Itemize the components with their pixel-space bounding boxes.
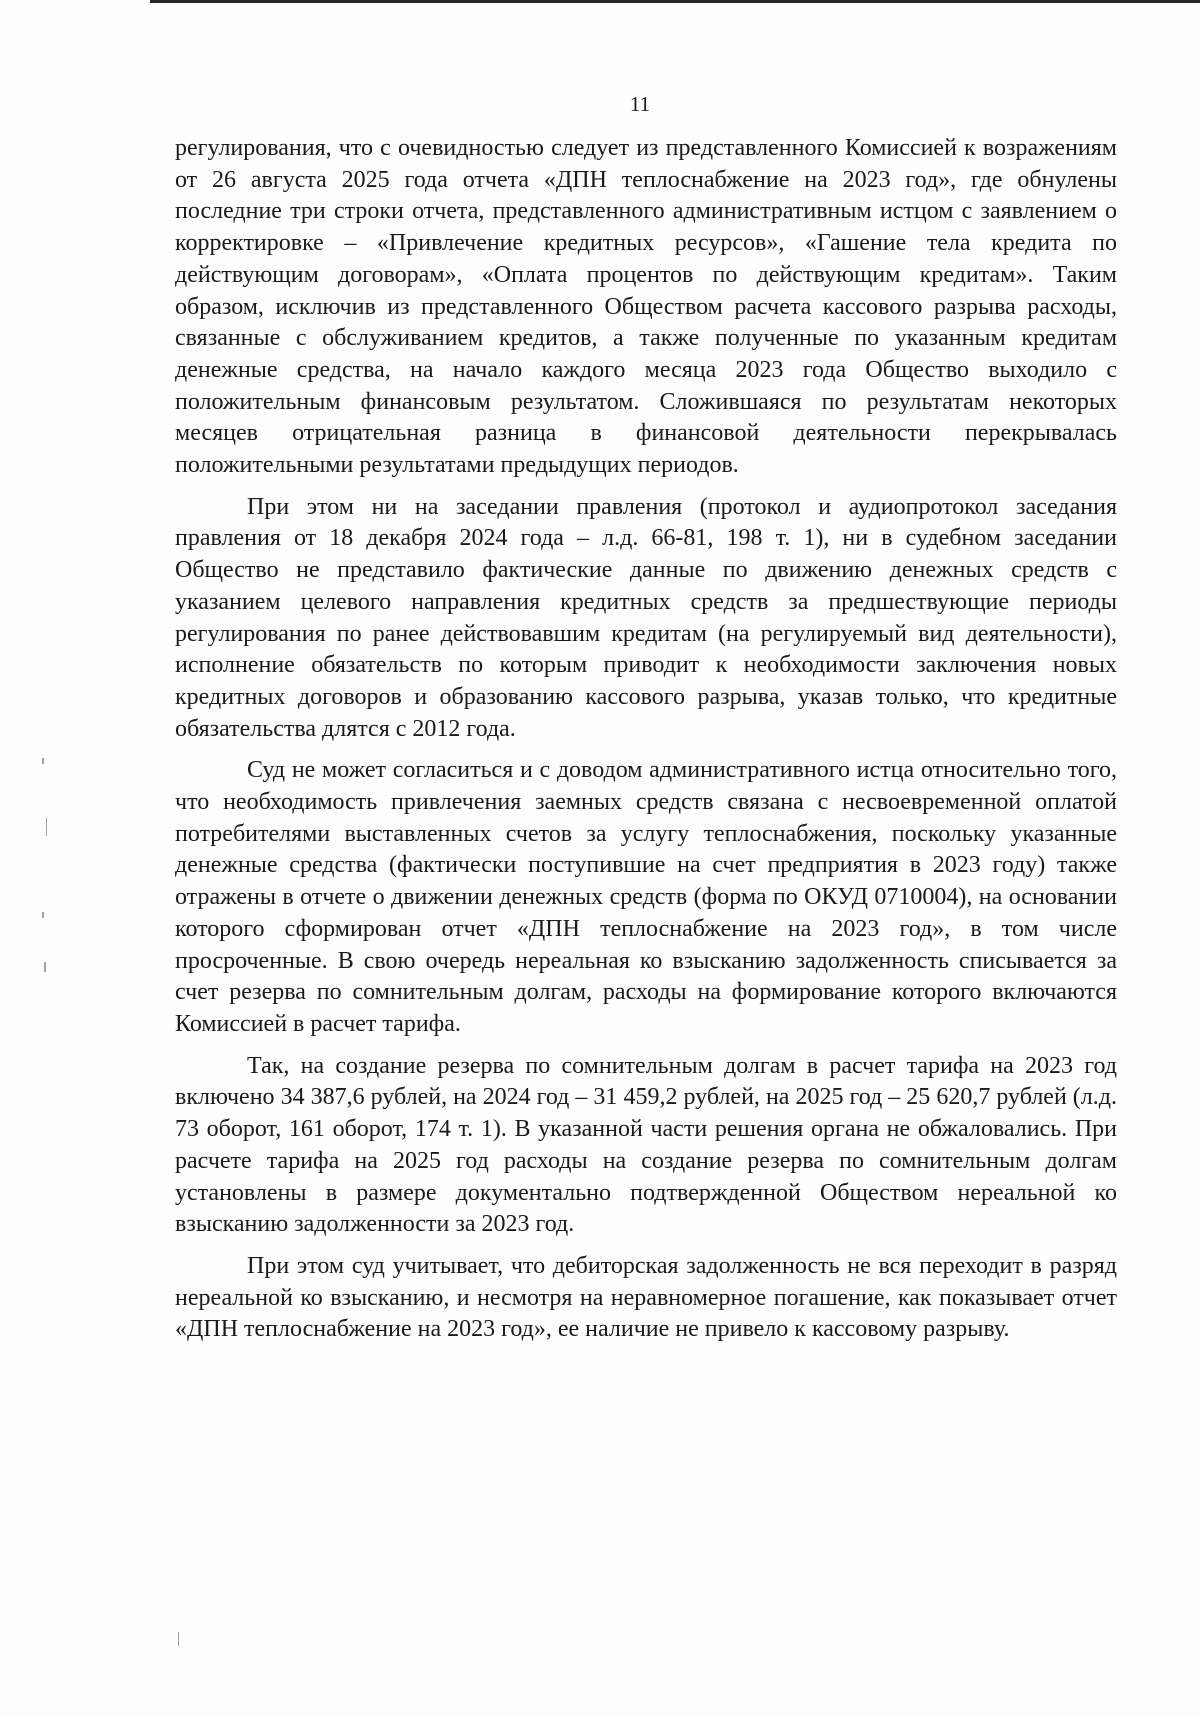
scan-speck — [178, 1632, 179, 1646]
scan-speck — [46, 818, 47, 836]
page-number: 11 — [629, 92, 651, 116]
paragraph-3: Суд не может согласиться и с доводом административного истца относительно того, что необходимость привлечения заемных средств связана с несвоевременной оплатой потребителями выставленных счетов за услугу теплоснабжения, поскольку указанные денежные средства (фактически поступившие на счет предприятия в 2023 году) также отражены в отчете о движении денежных средств (форма по ОКУД 0710004), на основании которого сформирован отчет «ДПН теплоснабжение на 2023 год», в том числе просроченные. В свою очередь нереальная ко взысканию задолженность списывается за счет резерва по сомнительным долгам, расходы на формирование которого включаются Комиссией в расчет тарифа. — [175, 757, 1117, 1037]
paragraph-5: При этом суд учитывает, что дебиторская задолженность не вся переходит в разряд нереальной ко взысканию, и несмотря на неравномерное погашение, как показывает отчет «ДПН теплоснабжение на 2023 год», ее наличие не привело к кассовому разрыву. — [175, 1252, 1117, 1343]
paragraph-4: Так, на создание резерва по сомнительным долгам в расчет тарифа на 2023 год включено 34 387,6 рублей, на 2024 год – 31 459,2 рублей, на 2025 год – 25 620,7 рублей (л.д. 73 оборот, 161 оборот, 174 т. 1). В указанной части решения органа не обжаловались. При расчете тарифа на 2025 год расходы на создание резерва по сомнительным долгам установлены в размере документально подтвержденной Обществом нереальной ко взысканию задолженности за 2023 год. — [175, 1052, 1117, 1238]
scan-speck — [42, 758, 44, 764]
scan-top-edge — [150, 0, 1200, 3]
scan-speck — [44, 962, 46, 972]
scan-speck — [42, 912, 44, 918]
paragraph-2: При этом ни на заседании правления (протокол и аудиопротокол заседания правления от 18 декабря 2024 года – л.д. 66-81, 198 т. 1), ни в судебном заседании Общество не представило фактические данные по движению денежных средств с указанием целевого направления кредитных средств за предшествующие периоды регулирования по ранее действовавшим кредитам (на регулируемый вид деятельности), исполнение обязательств по которым приводит к необходимости заключения новых кредитных договоров и образованию кассового разрыва, указав только, что кредитные обязательства длятся с 2012 года. — [175, 493, 1117, 742]
document-body — [175, 133, 1117, 1356]
paragraph-1: регулирования, что с очевидностью следует из представленного Комиссией к возражениям от 26 августа 2025 года отчета «ДПН теплоснабжение на 2023 год», где обнулены последние три строки отчета, представленного административным истцом с заявлением о корректировке – «Привлечение кредитных ресурсов», «Гашение тела кредита по действующим договорам», «Оплата процентов по действующим кредитам». Таким образом, исключив из представленного Обществом расчета кассового разрыва расходы, связанные с обслуживанием кредитов, а также полученные по указанным кредитам денежные средства, на начало каждого месяца 2023 года Общество выходило с положительным финансовым результатом. Сложившаяся по результатам некоторых месяцев отрицательная разница в финансовой деятельности перекрывалась положительными результатами предыдущих периодов. — [175, 135, 1117, 479]
